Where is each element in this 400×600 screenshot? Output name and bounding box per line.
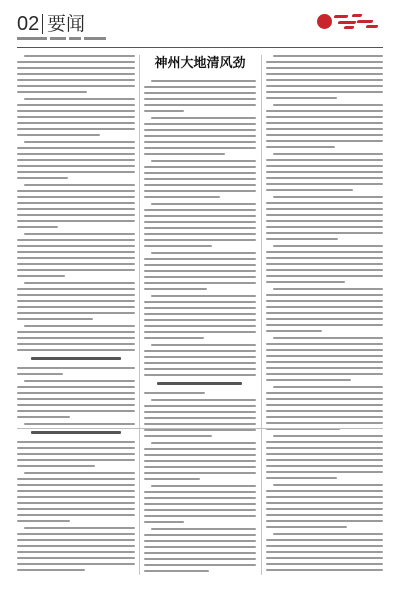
text-line	[17, 263, 135, 265]
text-line	[144, 411, 256, 413]
text-line	[24, 98, 135, 100]
text-line	[24, 55, 135, 57]
text-line	[144, 472, 256, 474]
text-line	[17, 441, 135, 443]
text-line	[17, 318, 93, 320]
text-line	[266, 318, 383, 320]
text-line	[17, 275, 65, 277]
text-line	[144, 368, 256, 370]
text-line	[273, 386, 383, 388]
text-line	[17, 67, 135, 69]
text-line	[17, 514, 135, 516]
text-line	[144, 221, 256, 223]
article-column-left	[17, 55, 135, 575]
text-line	[17, 312, 135, 314]
text-line	[144, 337, 204, 339]
text-line	[144, 301, 256, 303]
text-line	[144, 129, 256, 131]
text-line	[17, 459, 135, 461]
text-line	[144, 356, 256, 358]
text-line	[144, 497, 256, 499]
text-line	[17, 190, 135, 192]
text-line	[144, 362, 256, 364]
text-line	[144, 307, 256, 309]
dateline	[17, 37, 109, 42]
text-line	[17, 147, 135, 149]
text-line	[17, 367, 135, 369]
text-line	[144, 540, 256, 542]
text-line	[144, 350, 256, 352]
text-line	[144, 270, 256, 272]
text-line	[266, 110, 383, 112]
text-line	[24, 233, 135, 235]
text-line	[266, 208, 383, 210]
text-line	[144, 319, 256, 321]
text-line	[144, 276, 256, 278]
text-line	[266, 146, 335, 148]
text-line	[17, 410, 135, 412]
text-line	[266, 496, 383, 498]
text-line	[144, 423, 256, 425]
text-line	[17, 220, 135, 222]
text-line	[17, 343, 135, 345]
text-line	[273, 484, 383, 486]
text-line	[24, 141, 135, 143]
text-line	[266, 471, 383, 473]
text-line	[266, 557, 383, 559]
text-line	[17, 392, 135, 394]
text-line	[17, 196, 135, 198]
text-line	[266, 563, 383, 565]
text-line	[151, 442, 256, 444]
text-line	[144, 515, 256, 517]
text-line	[266, 128, 383, 130]
text-line	[266, 79, 383, 81]
text-line	[144, 184, 256, 186]
text-line	[17, 502, 135, 504]
text-line	[266, 202, 383, 204]
article-subhead	[31, 357, 121, 360]
section-title: 要闻	[47, 13, 86, 35]
text-line	[17, 208, 135, 210]
text-line	[144, 491, 256, 493]
text-line	[266, 514, 383, 516]
lower-section-rule	[17, 428, 383, 429]
text-line	[266, 134, 383, 136]
text-line	[144, 325, 256, 327]
text-line	[273, 533, 383, 535]
text-line	[17, 269, 135, 271]
text-line	[17, 116, 135, 118]
text-line	[17, 110, 135, 112]
text-line	[266, 324, 383, 326]
text-line	[17, 520, 70, 522]
text-line	[144, 564, 256, 566]
text-line	[17, 202, 135, 204]
text-line	[144, 570, 209, 572]
text-line	[266, 508, 383, 510]
text-line	[144, 153, 225, 155]
text-line	[266, 67, 383, 69]
text-line	[24, 472, 135, 474]
text-line	[266, 477, 337, 479]
text-line	[266, 392, 383, 394]
text-line	[266, 220, 383, 222]
text-line	[144, 196, 220, 198]
text-line	[17, 177, 68, 179]
text-line	[151, 399, 256, 401]
text-line	[17, 569, 85, 571]
text-line	[266, 367, 383, 369]
text-line	[144, 147, 256, 149]
text-line	[144, 429, 256, 431]
text-line	[266, 177, 383, 179]
text-line	[266, 281, 345, 283]
text-line	[17, 533, 135, 535]
text-line	[273, 245, 383, 247]
text-line	[144, 135, 256, 137]
text-line	[17, 465, 95, 467]
article-subhead	[31, 431, 121, 434]
article-column-center	[144, 80, 256, 575]
text-line	[273, 288, 383, 290]
text-line	[17, 373, 63, 375]
text-line	[266, 232, 383, 234]
text-line	[17, 85, 135, 87]
text-line	[266, 116, 383, 118]
text-line	[24, 282, 135, 284]
page-masthead	[0, 0, 400, 50]
text-line	[266, 355, 383, 357]
text-line	[144, 392, 205, 394]
section-number: 02	[17, 13, 40, 35]
text-line	[17, 239, 135, 241]
text-line	[17, 134, 100, 136]
text-line	[17, 539, 135, 541]
text-line	[144, 454, 256, 456]
newspaper-nameplate-logo	[317, 10, 381, 32]
text-line	[266, 159, 383, 161]
text-line	[266, 379, 351, 381]
text-line	[24, 184, 135, 186]
text-line	[17, 563, 135, 565]
text-line	[144, 546, 256, 548]
text-line	[144, 104, 256, 106]
text-line	[144, 478, 200, 480]
text-line	[144, 239, 256, 241]
text-line	[17, 508, 135, 510]
text-line	[266, 569, 383, 571]
text-line	[17, 551, 135, 553]
text-line	[144, 98, 256, 100]
text-line	[17, 349, 135, 351]
text-line	[24, 325, 135, 327]
text-line	[273, 153, 383, 155]
text-line	[144, 92, 256, 94]
text-line	[17, 122, 135, 124]
text-line	[17, 245, 135, 247]
text-line	[17, 306, 135, 308]
text-line	[17, 557, 135, 559]
text-line	[144, 405, 256, 407]
text-line	[266, 539, 383, 541]
section-divider	[42, 14, 43, 34]
text-line	[266, 330, 322, 332]
text-line	[151, 295, 256, 297]
text-line	[144, 466, 256, 468]
text-line	[266, 306, 383, 308]
text-line	[144, 86, 256, 88]
text-line	[266, 551, 383, 553]
text-line	[144, 374, 256, 376]
text-line	[273, 55, 383, 57]
text-line	[17, 251, 135, 253]
text-line	[144, 110, 184, 112]
text-line	[266, 189, 353, 191]
text-line	[266, 459, 383, 461]
text-line	[144, 190, 256, 192]
text-line	[17, 153, 135, 155]
text-line	[151, 203, 256, 205]
text-line	[17, 104, 135, 106]
text-line	[144, 166, 256, 168]
text-line	[17, 214, 135, 216]
text-line	[266, 251, 383, 253]
text-line	[266, 502, 383, 504]
text-line	[144, 264, 256, 266]
text-line	[151, 160, 256, 162]
text-line	[266, 441, 383, 443]
text-line	[144, 123, 256, 125]
text-line	[273, 196, 383, 198]
text-line	[17, 398, 135, 400]
text-line	[17, 128, 135, 130]
text-line	[273, 337, 383, 339]
text-line	[266, 275, 383, 277]
text-line	[144, 178, 256, 180]
text-line	[17, 447, 135, 449]
masthead-rule	[17, 47, 383, 48]
text-line	[266, 545, 383, 547]
text-line	[266, 422, 383, 424]
text-line	[144, 313, 256, 315]
text-line	[144, 331, 256, 333]
text-line	[266, 361, 383, 363]
article-column-right	[266, 55, 383, 575]
text-line	[266, 349, 383, 351]
text-line	[266, 122, 383, 124]
text-line	[17, 61, 135, 63]
text-line	[17, 416, 70, 418]
text-line	[17, 294, 135, 296]
article-headline: 神州大地清风劲	[154, 56, 246, 71]
text-line	[17, 496, 135, 498]
text-line	[17, 171, 135, 173]
text-line	[144, 448, 256, 450]
text-line	[144, 534, 256, 536]
text-line	[266, 238, 338, 240]
text-line	[17, 386, 135, 388]
text-line	[144, 460, 256, 462]
text-line	[266, 404, 383, 406]
text-line	[266, 171, 383, 173]
text-line	[266, 398, 383, 400]
text-line	[17, 337, 135, 339]
text-line	[266, 269, 383, 271]
text-line	[151, 528, 256, 530]
text-line	[24, 527, 135, 529]
text-line	[17, 331, 135, 333]
text-line	[151, 117, 256, 119]
text-line	[17, 79, 135, 81]
text-line	[266, 300, 383, 302]
text-line	[151, 485, 256, 487]
text-line	[266, 61, 383, 63]
text-line	[144, 141, 256, 143]
column-divider	[261, 55, 262, 575]
text-line	[144, 417, 256, 419]
text-line	[17, 300, 135, 302]
text-line	[266, 257, 383, 259]
text-line	[144, 558, 256, 560]
text-line	[266, 85, 383, 87]
text-line	[144, 172, 256, 174]
text-line	[266, 226, 383, 228]
text-line	[17, 165, 135, 167]
text-line	[266, 214, 383, 216]
text-line	[266, 453, 383, 455]
nameplate-brush-lettering	[330, 12, 380, 30]
text-line	[273, 435, 383, 437]
text-line	[144, 503, 256, 505]
text-line	[151, 252, 256, 254]
text-line	[24, 423, 135, 425]
text-line	[144, 215, 256, 217]
text-line	[24, 380, 135, 382]
text-line	[144, 509, 256, 511]
text-line	[144, 435, 212, 437]
text-line	[266, 183, 383, 185]
text-line	[266, 165, 383, 167]
text-line	[17, 91, 87, 93]
text-line	[266, 140, 383, 142]
text-line	[266, 263, 383, 265]
text-line	[17, 73, 135, 75]
text-line	[144, 288, 207, 290]
text-line	[17, 478, 135, 480]
text-line	[266, 91, 383, 93]
text-line	[144, 227, 256, 229]
text-line	[266, 97, 337, 99]
text-line	[266, 465, 383, 467]
column-divider	[139, 55, 140, 575]
text-line	[17, 257, 135, 259]
text-line	[144, 233, 256, 235]
text-line	[144, 245, 212, 247]
text-line	[144, 282, 256, 284]
article-subhead	[157, 382, 242, 385]
text-line	[17, 159, 135, 161]
text-line	[266, 447, 383, 449]
text-line	[17, 484, 135, 486]
text-line	[17, 404, 135, 406]
text-line	[151, 80, 256, 82]
text-line	[266, 526, 347, 528]
text-line	[144, 521, 184, 523]
text-line	[17, 545, 135, 547]
text-line	[266, 490, 383, 492]
text-line	[266, 410, 383, 412]
text-line	[273, 104, 383, 106]
text-line	[144, 552, 256, 554]
text-line	[266, 73, 383, 75]
text-line	[151, 344, 256, 346]
text-line	[144, 258, 256, 260]
text-line	[266, 416, 383, 418]
text-line	[266, 294, 383, 296]
text-line	[17, 453, 135, 455]
text-line	[266, 312, 383, 314]
text-line	[17, 226, 58, 228]
text-line	[17, 288, 135, 290]
text-line	[144, 209, 256, 211]
text-line	[266, 373, 383, 375]
text-line	[266, 343, 383, 345]
text-line	[266, 520, 383, 522]
text-line	[17, 490, 135, 492]
